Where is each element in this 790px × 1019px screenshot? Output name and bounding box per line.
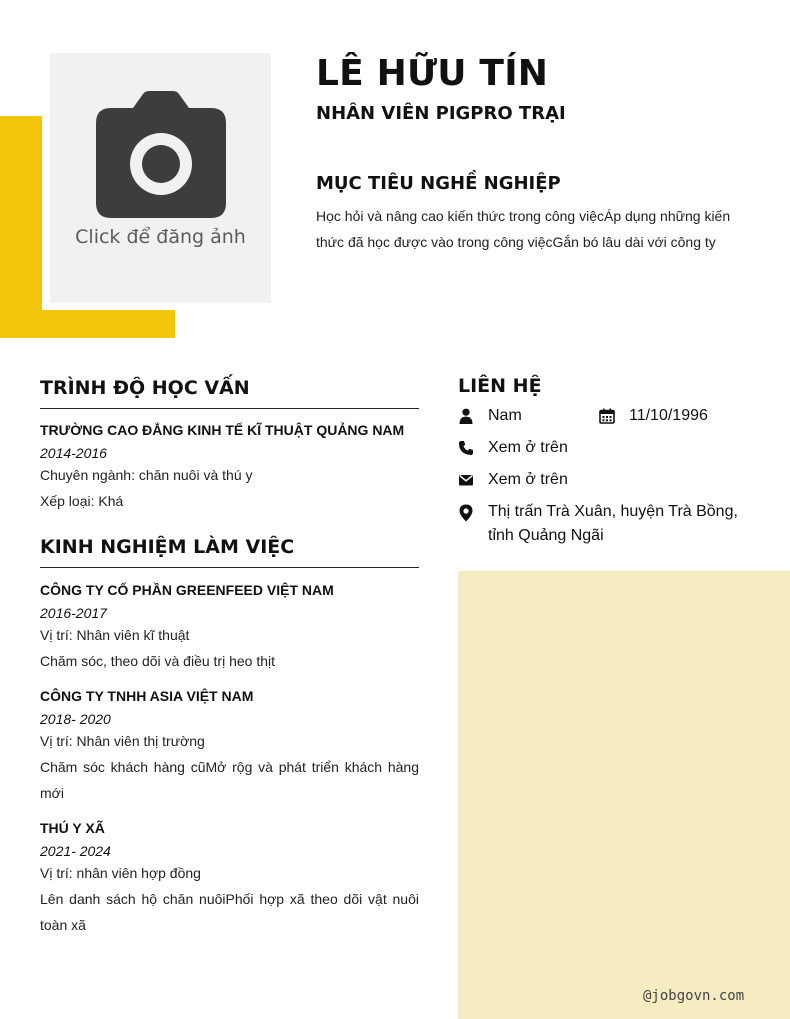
- experience-heading: KINH NGHIỆM LÀM VIỆC: [40, 536, 295, 558]
- education-major: Chuyên ngành: chăn nuôi và thú y: [40, 467, 253, 483]
- experience-description: Lên danh sách hộ chăn nuôiPhối hợp xã theo dõi vật nuôi toàn xã: [40, 891, 419, 933]
- objective-heading: MỤC TIÊU NGHỀ NGHIỆP: [316, 173, 561, 194]
- email-value: Xem ở trên: [488, 471, 568, 488]
- experience-section: [40, 535, 419, 938]
- experience-item: [40, 687, 419, 806]
- experience-description: Chăm sóc khách hàng cũMở rộg và phát triển khách hàng mới: [40, 759, 419, 801]
- education-heading: TRÌNH ĐỘ HỌC VẤN: [40, 377, 250, 399]
- photo-upload[interactable]: [50, 53, 271, 303]
- accent-bar-horizontal: [0, 310, 175, 338]
- experience-position: Vị trí: Nhân viên thị trường: [40, 733, 205, 749]
- accent-bar-vertical: [0, 116, 42, 338]
- objective-text: Học hỏi và nâng cao kiến thức trong công việcÁp dụng những kiến thức đã học được vào trong công việcGắn bó lâu dài với công ty: [316, 208, 731, 250]
- experience-description: Chăm sóc, theo dõi và điều trị heo thịt: [40, 653, 276, 669]
- watermark: @jobgovn.com: [643, 988, 745, 1004]
- education-divider: [40, 408, 419, 409]
- photo-upload-label: Click để đăng ảnh: [75, 226, 246, 248]
- phone-icon: [458, 440, 474, 456]
- contact-gender: [458, 404, 598, 428]
- education-section: [40, 376, 419, 514]
- experience-period: 2021- 2024: [40, 843, 111, 859]
- location-pin-icon: [458, 504, 474, 522]
- experience-item: [40, 819, 419, 938]
- job-title: NHÂN VIÊN PIGPRO TRẠI: [316, 103, 566, 124]
- contact-phone: [458, 436, 748, 460]
- contact-address: [458, 500, 738, 548]
- company-name: THÚ Y XÃ: [40, 820, 105, 836]
- experience-position: Vị trí: nhân viên hợp đồng: [40, 865, 201, 881]
- contact-email: [458, 468, 748, 492]
- company-name: CÔNG TY CỔ PHẦN GREENFEED VIỆT NAM: [40, 582, 334, 598]
- gender-value: Nam: [488, 407, 522, 424]
- experience-period: 2018- 2020: [40, 711, 111, 727]
- mail-icon: [458, 472, 474, 488]
- birthday-value: 11/10/1996: [629, 407, 708, 424]
- experience-item: [40, 581, 419, 674]
- contact-birthday: [599, 404, 749, 428]
- phone-value: Xem ở trên: [488, 439, 568, 456]
- address-value: Thị trấn Trà Xuân, huyện Trà Bồng, tỉnh Quảng Ngãi: [488, 503, 738, 544]
- camera-icon: [95, 90, 227, 220]
- decorative-panel: [458, 571, 790, 1019]
- education-rank: Xếp loại: Khá: [40, 493, 124, 509]
- experience-period: 2016-2017: [40, 605, 107, 621]
- experience-divider: [40, 567, 419, 568]
- company-name: CÔNG TY TNHH ASIA VIỆT NAM: [40, 688, 254, 704]
- school-name: TRƯỜNG CAO ĐẲNG KINH TẾ KĨ THUẬT QUẢNG NAM: [40, 422, 405, 438]
- contact-heading: LIÊN HỆ: [458, 375, 542, 397]
- education-period: 2014-2016: [40, 445, 107, 461]
- calendar-icon: [599, 408, 615, 424]
- person-icon: [458, 408, 474, 424]
- experience-position: Vị trí: Nhân viên kĩ thuật: [40, 627, 190, 643]
- candidate-name: LÊ HỮU TÍN: [316, 53, 549, 94]
